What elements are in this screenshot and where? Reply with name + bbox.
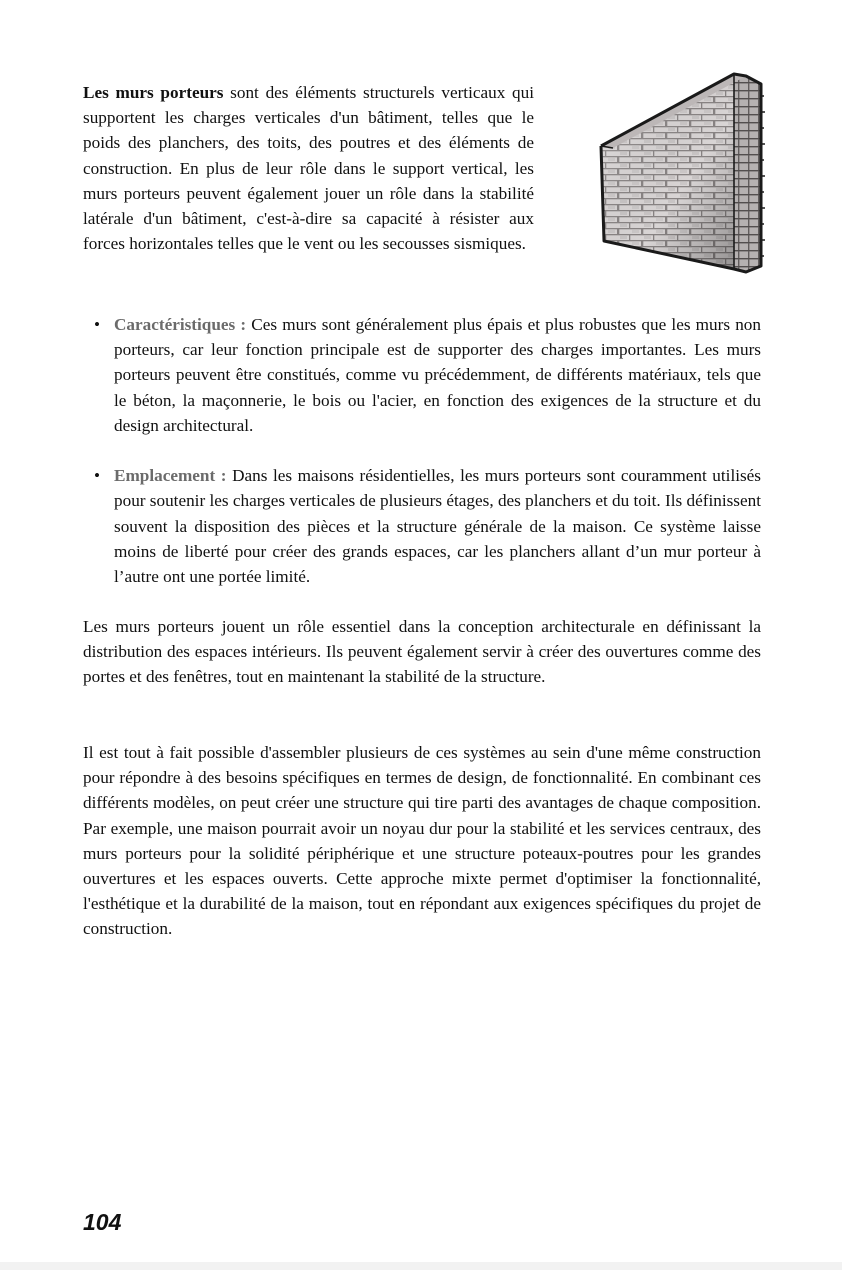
page-number: 104 [83,1209,122,1235]
bullet-term: Caractéristiques : [114,315,247,334]
list-item [83,312,761,438]
bullet-text: Ces murs sont généralement plus épais et plus robustes que les murs non porteurs, car leur fonction principale est de supporter des charges importantes. Les murs porteurs peuvent être constitués, comme vu précédemment, de différents matériaux, tels que le béton, la maçonnerie, le bois ou l'acier, en fonction des exigences de la structure et du design architectural. [114,315,761,435]
bullet-term: Emplacement : [114,466,227,486]
list-item [83,463,761,589]
page-bottom-edge [0,1262,842,1270]
intro-text: sont des éléments structurels verticaux qui supportent les charges verticales d'un bâtiment, telles que le poids des planchers, des toits, des poutres et des éléments de construction. En plus de leur rôle dans le support vertical, les murs porteurs peuvent également jouer un rôle dans la stabilité latérale d'un bâtiment, c'est-à-dire sa capacité à résister aux forces horizontales telles que le vent ou les secousses sismiques. [83,83,534,254]
bullet-text: Dans les maisons résidentielles, les murs porteurs sont couramment utilisés pour soutenir les charges verticales de plusieurs étages, des planchers et du toit. Ils définissent souvent la disposition des pièces et la structure générale de la maison. Ce système laisse moins de liberté pour créer des grands espaces, car les planchers allant d’un mur porteur à l’autre ont une portée limité. [114,466,761,587]
body-paragraph: Il est tout à fait possible d'assembler plusieurs de ces systèmes au sein d'une même construction pour répondre à des besoins spécifiques en termes de design, de fonctionnalité. En combinant ces différents modèles, on peut créer une structure qui tire parti des avantages de chaque composition. Par exemple, une maison pourrait avoir un noyau dur pour la stabilité et les services centraux, des murs porteurs pour la solidité périphérique et une structure poteaux-poutres pour les grandes ouvertures et les espaces ouverts. Cette approche mixte permet d'optimiser la fonctionnalité, l'esthétique et la durabilité de la maison, tout en répondant aux exigences spécifiques du projet de construction. [83,743,761,939]
intro-lead-term: Les murs porteurs [83,83,224,102]
bullet-dot: • [94,315,101,334]
body-paragraph: Les murs porteurs jouent un rôle essentiel dans la conception architecturale en définissant la distribution des espaces intérieurs. Ils peuvent également servir à créer des ouvertures comme des portes et des fenêtres, tout en maintenant la stabilité de la structure. [83,617,761,687]
bullet-dot: • [94,466,101,486]
brick-wall-icon [594,66,770,276]
bullet-list [83,312,761,589]
intro-paragraph [83,80,534,256]
